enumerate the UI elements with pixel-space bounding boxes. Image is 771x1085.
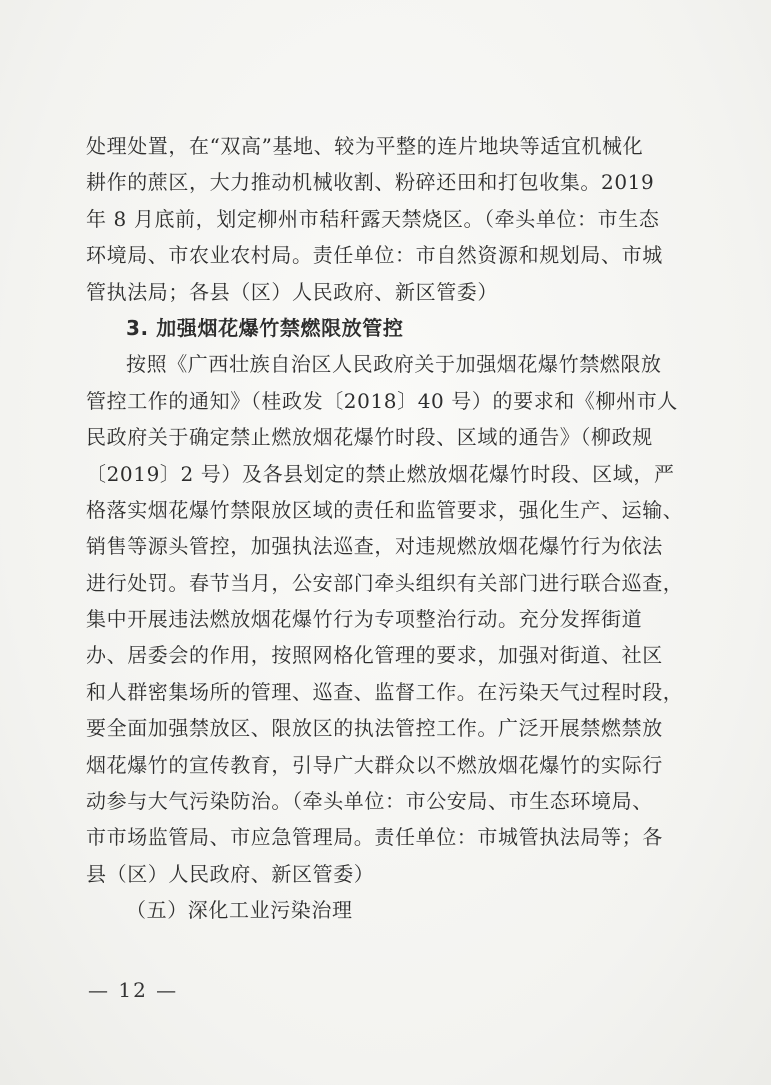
paragraph-line: 处理处置，在“双高”基地、较为平整的连片地块等适宜机械化 xyxy=(86,134,644,158)
paragraph-line: 烟花爆竹的宣传教育，引导广大群众以不燃放烟花爆竹的实际行 xyxy=(86,752,663,777)
paragraph-line: 管执法局；各县（区）人民政府、新区管委） xyxy=(86,279,498,304)
page-number: — 12 — xyxy=(88,978,179,1002)
paragraph-line: 销售等源头管控，加强执法巡查，对违规燃放烟花爆竹行为依法 xyxy=(86,534,663,559)
paragraph-line: 和人群密集场所的管理、巡查、监督工作。在污染天气过程时段， xyxy=(86,679,684,704)
section-heading: 3. 加强烟花爆竹禁燃限放管控 xyxy=(126,315,404,340)
paragraph-line: 县（区）人民政府、新区管委） xyxy=(86,861,375,886)
paragraph-line: 环境局、市农业农村局。责任单位：市自然资源和规划局、市城 xyxy=(86,243,663,268)
paragraph-line: 年 8 月底前，划定柳州市秸秆露天禁烧区。（牵头单位：市生态 xyxy=(86,206,660,231)
paragraph-line: 〔2019〕2 号）及各县划定的禁止燃放烟花爆竹时段、区域，严 xyxy=(86,461,675,486)
paragraph-line: 格落实烟花爆竹禁限放区域的责任和监管要求，强化生产、运输、 xyxy=(86,497,684,522)
paragraph-line: 管控工作的通知》（桂政发〔2018〕40 号）的要求和《柳州市人 xyxy=(86,388,678,413)
paragraph-line: 动参与大气污染防治。（牵头单位：市公安局、市生态环境局、 xyxy=(86,789,653,814)
paragraph-line: 按照《广西壮族自治区人民政府关于加强烟花爆竹禁燃限放 xyxy=(126,352,662,377)
paragraph-line: 耕作的蔗区，大力推动机械收割、粉碎还田和打包收集。2019 xyxy=(86,170,655,195)
document-body xyxy=(86,128,692,929)
paragraph-line: 市市场监管局、市应急管理局。责任单位：市城管执法局等；各 xyxy=(86,825,663,850)
paragraph-line: 民政府关于确定禁止燃放烟花爆竹时段、区域的通告》（柳政规 xyxy=(86,425,653,450)
paragraph-line: 要全面加强禁放区、限放区的执法管控工作。广泛开展禁燃禁放 xyxy=(86,716,663,741)
paragraph-line: 集中开展违法燃放烟花爆竹行为专项整治行动。充分发挥街道 xyxy=(86,607,643,632)
paragraph-line: 进行处罚。春节当月，公安部门牵头组织有关部门进行联合巡查， xyxy=(86,570,684,595)
subsection-heading: （五）深化工业污染治理 xyxy=(126,898,353,923)
paragraph-line: 办、居委会的作用，按照网格化管理的要求，加强对街道、社区 xyxy=(86,643,663,668)
